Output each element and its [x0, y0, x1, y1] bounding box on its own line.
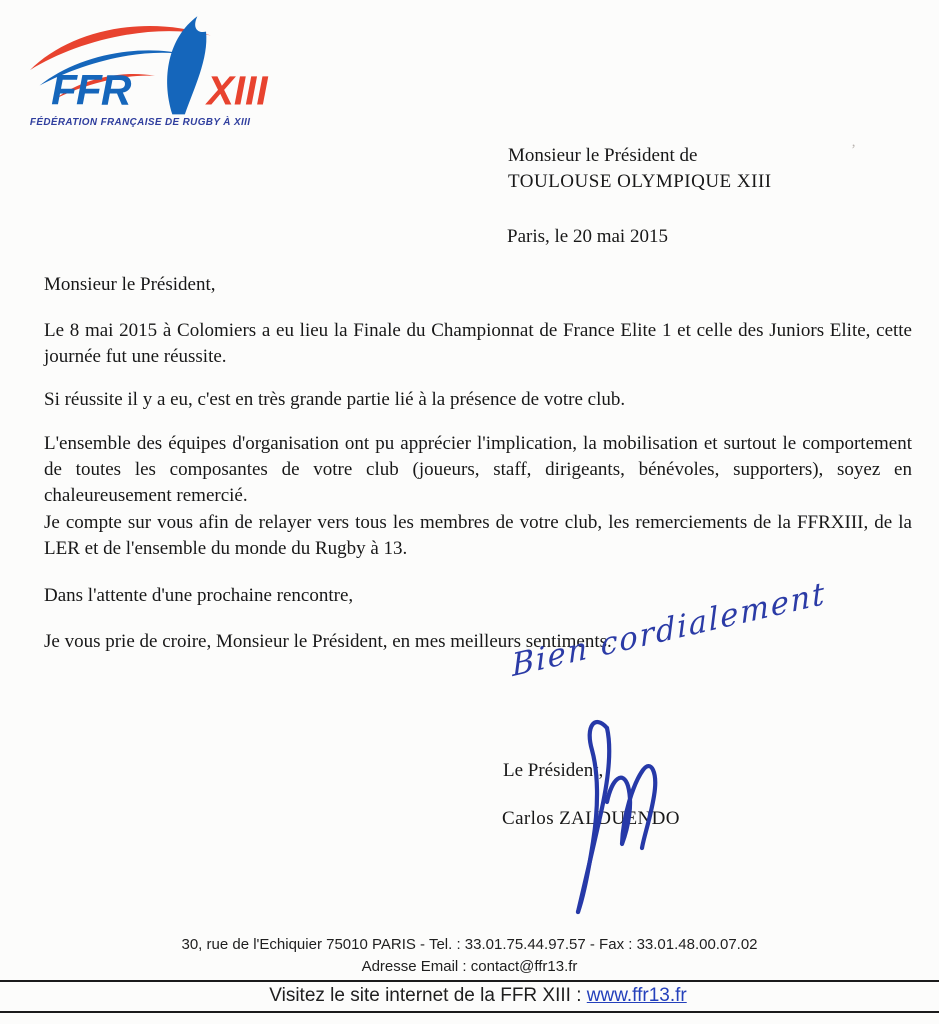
paragraph-5: Dans l'attente d'une prochaine rencontre,	[44, 585, 354, 606]
footer-address: 30, rue de l'Echiquier 75010 PARIS - Tel. : 33.01.75.44.97.57 - Fax : 33.01.48.00.07.02	[181, 936, 758, 953]
footer-email: Adresse Email : contact@ffr13.fr	[361, 958, 578, 975]
paragraph-2: Si réussite il y a eu, c'est en très grande partie lié à la présence de votre club.	[44, 389, 626, 410]
ffr13-logo-graphic	[28, 12, 283, 134]
signature-stroke-humps	[607, 766, 655, 848]
site-link[interactable]: www.ffr13.fr	[586, 985, 687, 1006]
president-name: Carlos ZALDUENDO	[502, 808, 680, 829]
handwritten-signature	[545, 712, 685, 917]
site-prompt: Visitez le site internet de la FFR XIII :	[269, 985, 587, 1006]
paragraph-3: L'ensemble des équipes d'organisation ont pu apprécier l'implication, la mobilisation et surtout le comportement de toutes les composantes de votre club (joueurs, staff, dirigeants, bénévoles, supporters), soyez en chaleureusement remercié.	[44, 433, 912, 506]
ffr13-logo	[28, 12, 283, 134]
paragraph-6: Je vous prie de croire, Monsieur le Président, en mes meilleurs sentiments.	[44, 631, 612, 652]
logo-text-xiii: XIII	[206, 67, 268, 114]
signature-stroke-loop	[578, 722, 607, 912]
dateline: Paris, le 20 mai 2015	[507, 226, 668, 247]
paragraph-4: Je compte sur vous afin de relayer vers tous les membres de votre club, les remerciements de la FFRXIII, de la LER et de l'ensemble du monde du Rugby à 13.	[44, 512, 912, 559]
scan-artifact: ’	[851, 142, 856, 158]
president-title: Le Président,	[503, 760, 604, 781]
recipient-line1: Monsieur le Président de	[508, 145, 698, 166]
logo-text-ffr: FFR	[51, 66, 131, 114]
recipient-block	[508, 143, 772, 195]
handwritten-closing: Bien cordialement	[511, 575, 828, 685]
logo-tagline: FÉDÉRATION FRANÇAISE DE RUGBY À XIII	[29, 116, 251, 128]
paragraph-1: Le 8 mai 2015 à Colomiers a eu lieu la Finale du Championnat de France Elite 1 et celle des Juniors Elite, cette journée fut une réussite.	[44, 320, 912, 367]
site-banner	[0, 980, 939, 1013]
salutation: Monsieur le Président,	[44, 274, 216, 295]
recipient-line2: TOULOUSE OLYMPIQUE XIII	[508, 171, 772, 192]
